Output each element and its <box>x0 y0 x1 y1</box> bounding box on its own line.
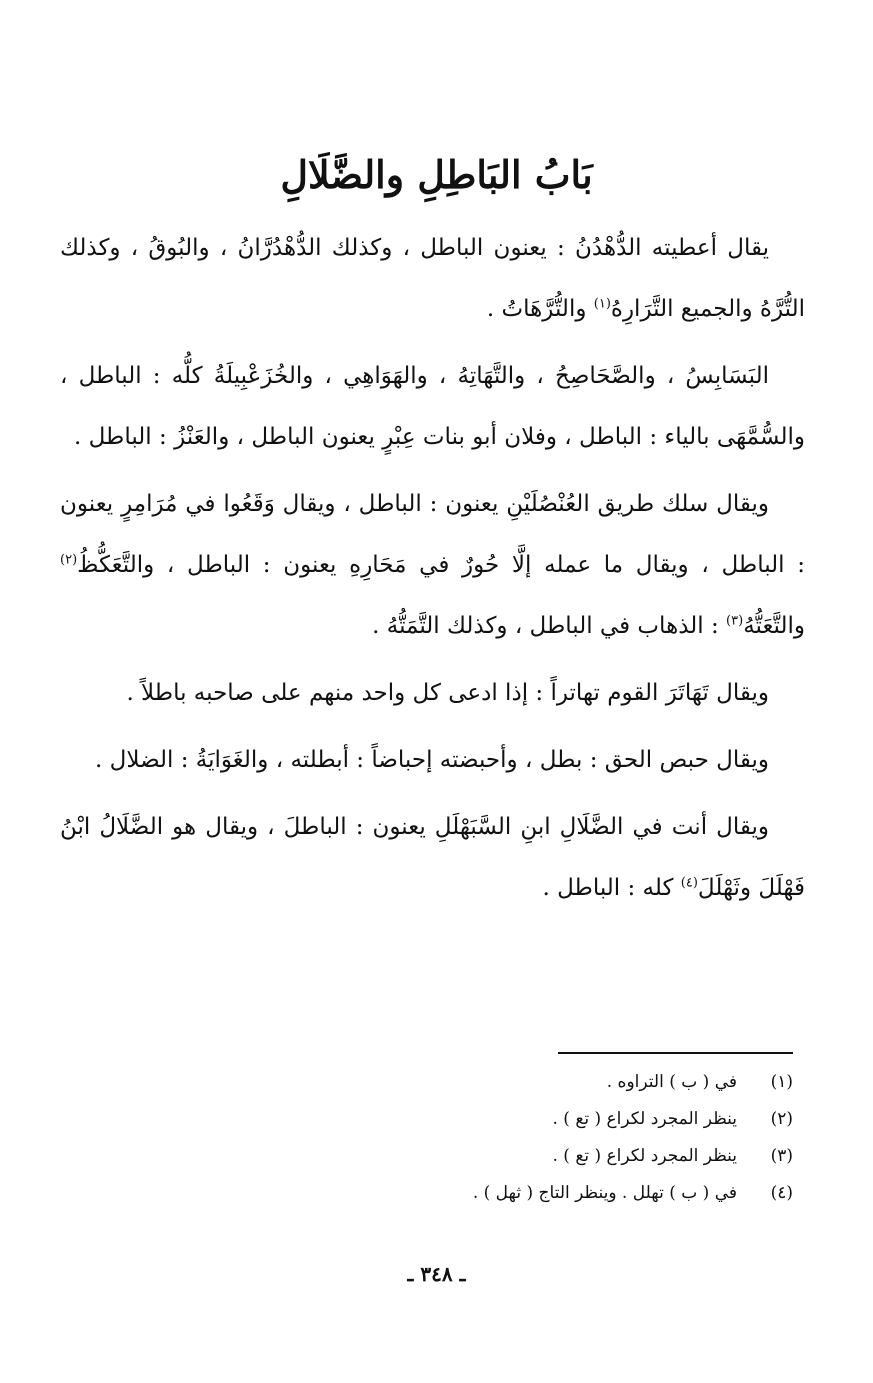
footnotes <box>293 1064 793 1212</box>
footnote-marker: (٢) <box>60 552 78 568</box>
paragraph <box>60 474 805 657</box>
paragraph <box>60 797 805 919</box>
footnote-marker: (١) <box>593 296 611 312</box>
paragraph-text: ويقال سلك طريق العُنْصُلَيْنِ يعنون : الباطل ، ويقال وَقَعُوا في مُرَامِرٍ يعنون : الباطل ، ويقال ما عمله إلَّا حُورٌ في مَحَارِهِ يعنون : الباطل ، والتَّعَكُّظُ <box>60 491 805 578</box>
footnote <box>293 1101 793 1138</box>
paragraph-text: يقال أعطيته الدُّهْدُنُ : يعنون الباطل ، وكذلك الدُّهْدُرَّانُ ، والبُوقُ ، وكذلك التُّرَّهُ والجميع التَّرَارِهُ <box>60 235 805 322</box>
footnote-number: (١) <box>770 1072 793 1092</box>
paragraph-text: : الذهاب في الباطل ، وكذلك التَّمَتُّهُ . <box>372 613 727 639</box>
footnote-text: ينظر المجرد لكراع ( تع ) . <box>552 1146 737 1166</box>
footnote-text: في ( ب ) التراوه . <box>606 1072 737 1092</box>
footnote-number: (٢) <box>770 1109 793 1129</box>
footnote-number: (٣) <box>770 1146 793 1166</box>
footnote-marker: (٤) <box>680 875 698 891</box>
footnote-text: ينظر المجرد لكراع ( تع ) . <box>552 1109 737 1129</box>
paragraph <box>60 730 805 791</box>
paragraph <box>60 663 805 724</box>
paragraph-text: ويقال أنت في الضَّلَالِ ابنِ السَّبَهْلَلِ يعنون : الباطلَ ، ويقال هو الضَّلَالُ ابْنُ فَهْلَلَ وثَهْلَلَ <box>60 814 805 901</box>
paragraph-text: ويقال تَهَاتَرَ القوم تهاتراً : إذا ادعى كل واحد منهم على صاحبه باطلاً . <box>126 680 769 706</box>
footnote <box>293 1138 793 1175</box>
footnote-marker: (٣) <box>726 613 744 629</box>
paragraph <box>60 218 805 340</box>
paragraph-text: ويقال حبص الحق : بطل ، وأحبضته إحباضاً : أبطلته ، والغَوَايَةُ : الضلال . <box>95 747 769 773</box>
paragraph <box>60 346 805 468</box>
footnote-divider <box>558 1052 793 1054</box>
paragraph-text: والتُّرَّهَاتُ . <box>486 296 594 322</box>
paragraph-text: والتَّعَتُّهُ <box>743 613 805 639</box>
chapter-title: بَابُ البَاطِلِ والضَّلَالِ <box>280 152 593 197</box>
paragraph-text: كله : الباطل . <box>542 875 681 901</box>
paragraph-text: البَسَابِسُ ، والصَّحَاصِحُ ، والتَّهَاتِهُ ، والهَوَاهِي ، والخُزَعْبِيلَةُ كلُّه : الباطل ، والسُّمَّهَى بالياء : الباطل ، وفلان أبو بنات عِبْرٍ يعنون الباطل ، والعَنْزُ : الباطل . <box>60 363 805 450</box>
footnote-text: في ( ب ) تهلل . وينظر التاج ( ثهل ) . <box>472 1183 737 1203</box>
footnote <box>293 1064 793 1101</box>
main-text <box>60 218 805 925</box>
footnote-number: (٤) <box>770 1183 793 1203</box>
footnote <box>293 1175 793 1212</box>
page-number: ـ ٣٤٨ ـ <box>407 1262 466 1286</box>
